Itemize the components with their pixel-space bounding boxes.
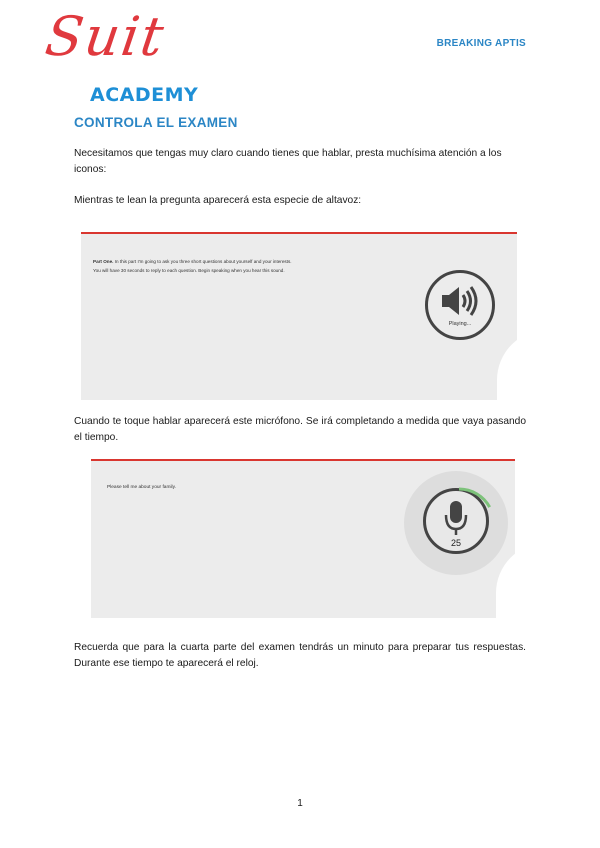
microphone-icon: [423, 488, 489, 554]
intro-paragraph: Necesitamos que tengas muy claro cuando tienes que hablar, presta muchísima atención a los iconos:: [74, 148, 502, 175]
panel-top-bar: [81, 232, 517, 234]
logo-script-text: Suit: [41, 5, 170, 68]
countdown-number: 25: [450, 538, 461, 548]
logo-academy-text: ACADEMY: [90, 84, 199, 106]
mic-intro-paragraph: Cuando te toque hablar aparecerá este micrófono. Se irá completando a medida que vaya pasando el tiempo.: [74, 416, 526, 443]
speaker-icon: [425, 270, 495, 340]
speaker-instructions: Part One. In this part I'm going to ask you three short questions about yourself and your interests. You will have 30 seconds to reply to each question. Begin speaking when you hear this sound.: [93, 259, 292, 273]
page-number: 1: [297, 798, 303, 809]
clock-intro-paragraph: Recuerda que para la cuarta parte del examen tendrás un minuto para preparar tus respuestas. Durante ese tiempo te aparecerá el reloj.: [74, 642, 526, 669]
speaker-screenshot: [81, 232, 517, 400]
speaker-intro-paragraph: Mientras te lean la pregunta aparecerá esta especie de altavoz:: [74, 195, 362, 206]
playing-status: Playing...: [448, 321, 472, 327]
section-title: CONTROLA EL EXAMEN: [74, 115, 238, 130]
panel-top-bar: [91, 459, 515, 461]
question-prompt: Please tell me about your family.: [107, 485, 176, 490]
microphone-screenshot: [91, 459, 515, 618]
header-label: BREAKING APTIS: [436, 38, 526, 49]
